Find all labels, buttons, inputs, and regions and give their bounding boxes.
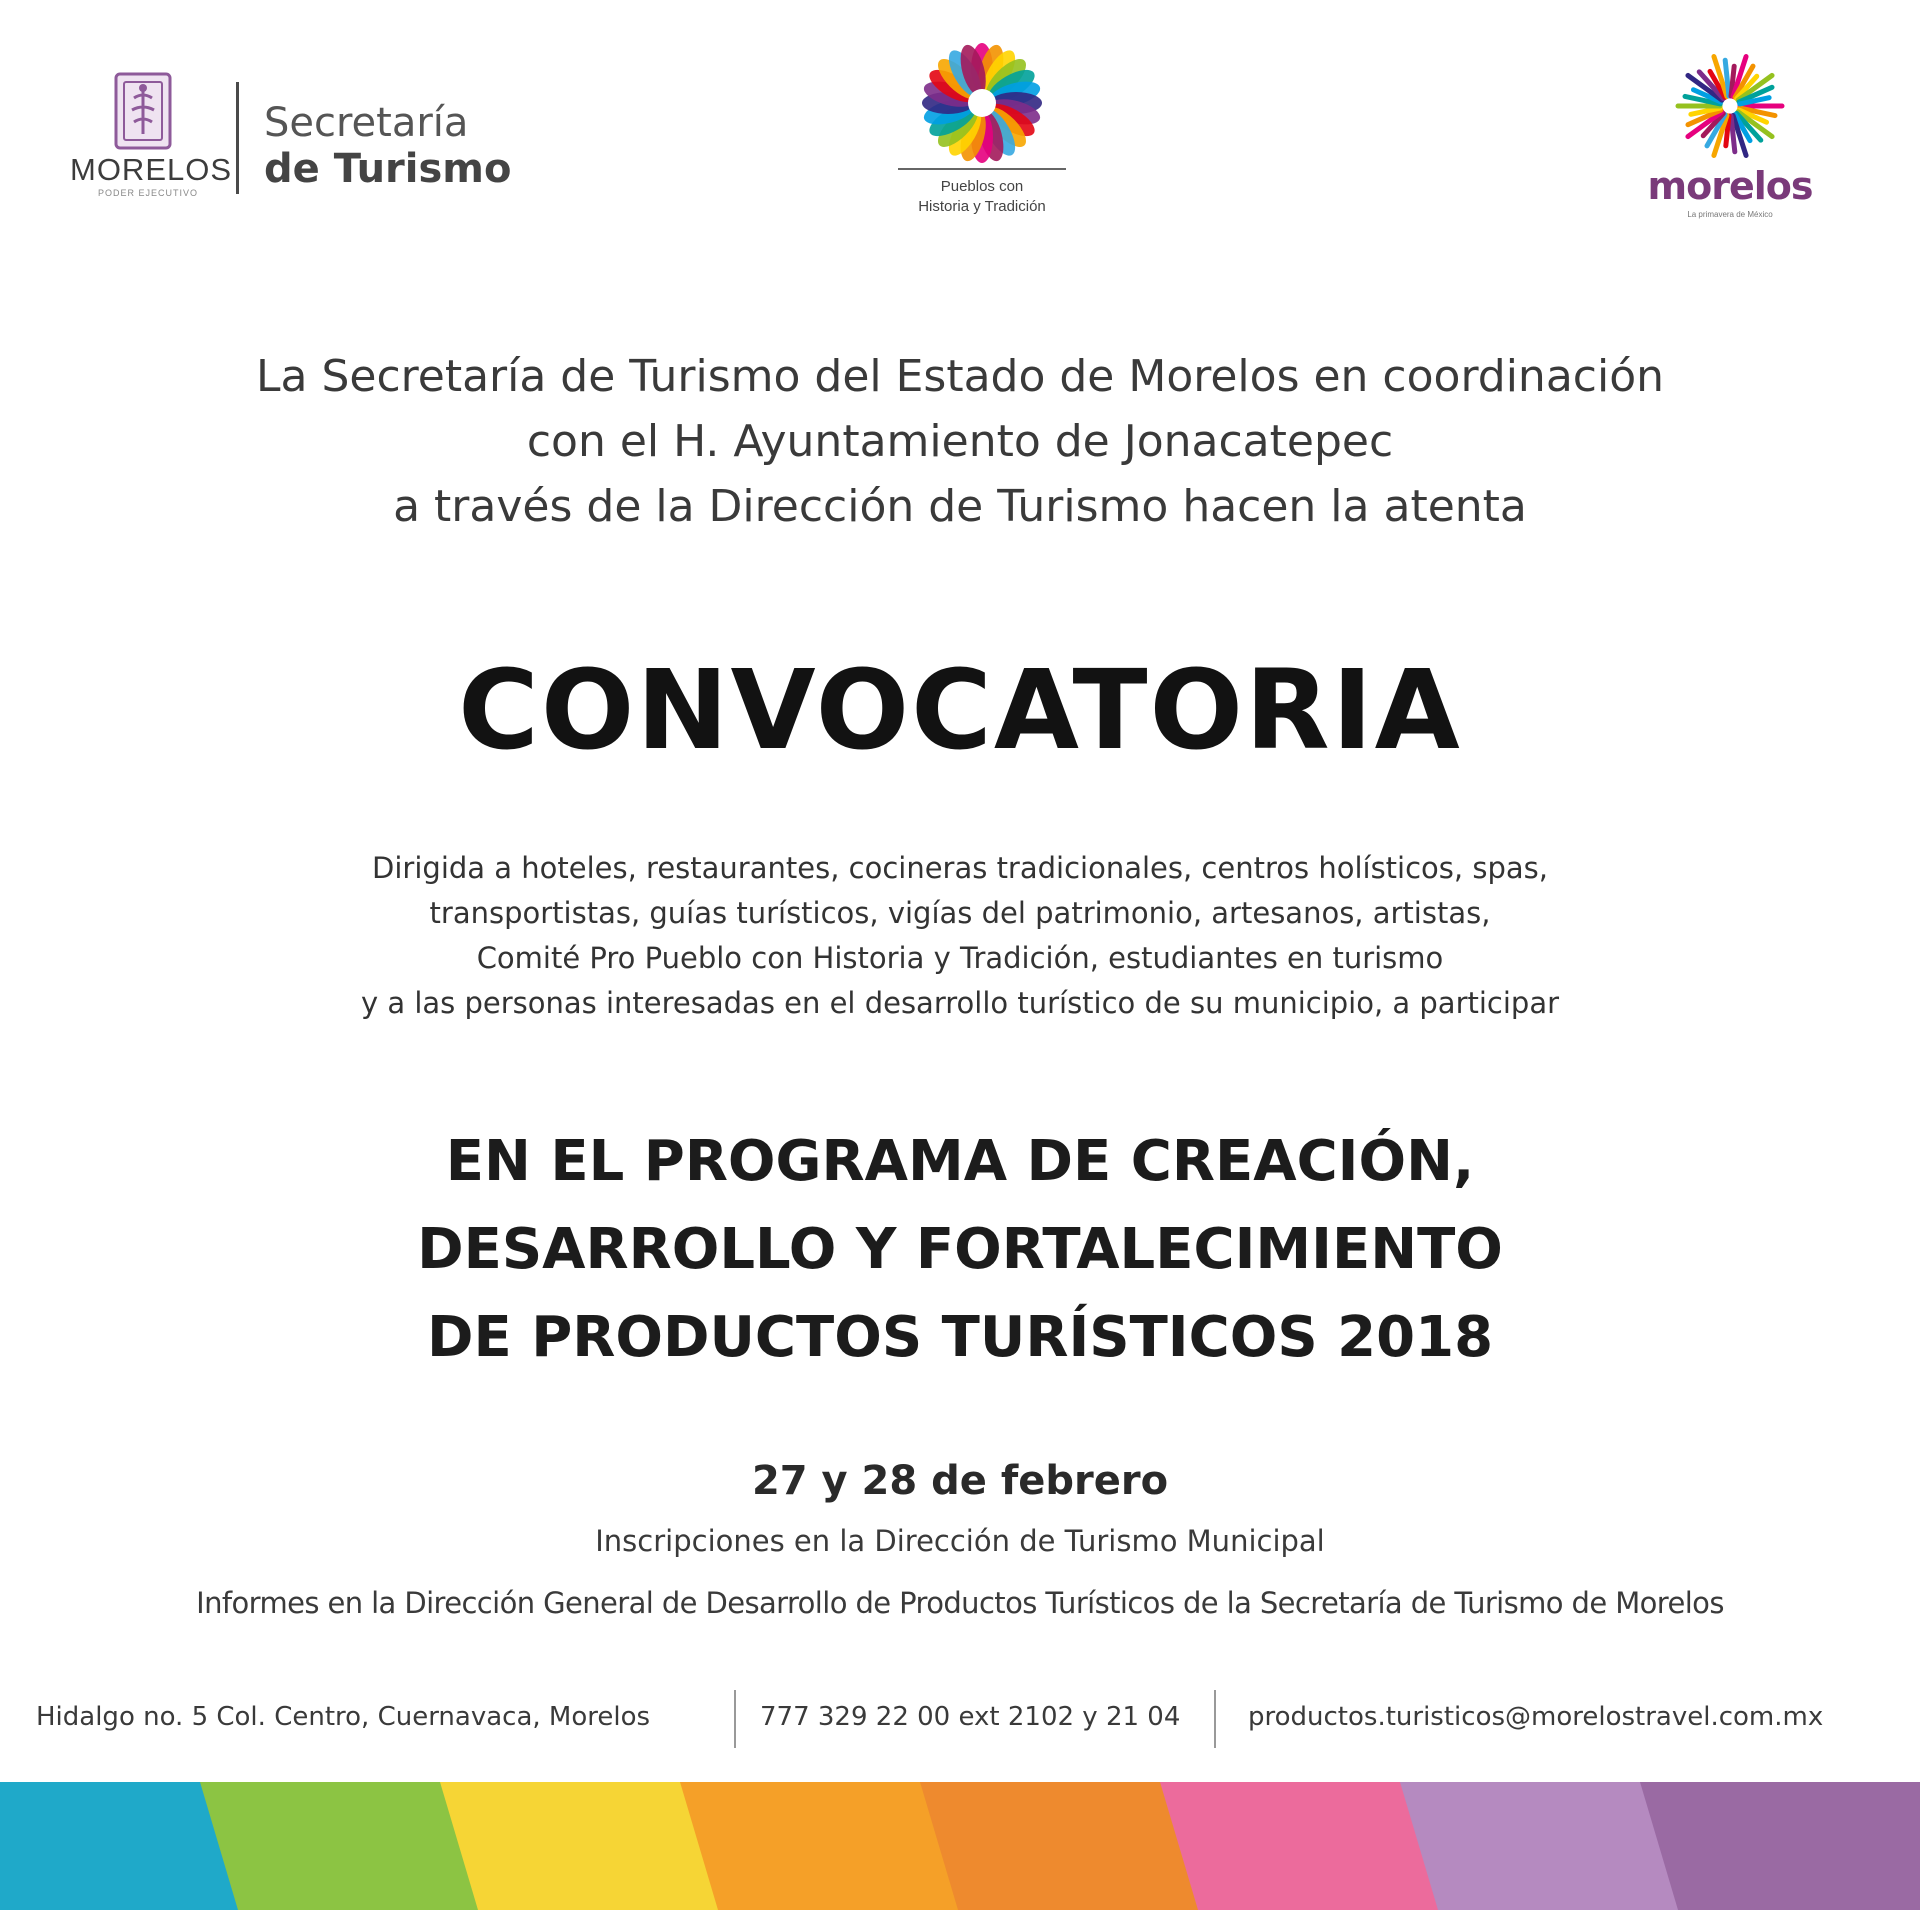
contact-phone[interactable]: 777 329 22 00 ext 2102 y 21 04 <box>760 1702 1181 1732</box>
morelos-brand-logo <box>1640 48 1820 228</box>
audience-line: Dirigida a hoteles, restaurantes, cocineras tradicionales, centros holísticos, spas, <box>372 851 1548 885</box>
contact-separator <box>734 1690 736 1748</box>
intro-line: La Secretaría de Turismo del Estado de Morelos en coordinación <box>255 351 1665 402</box>
flower-icon <box>919 40 1045 166</box>
color-band <box>0 1782 1920 1910</box>
state-name: MORELOS <box>70 152 233 187</box>
pueblos-historia-logo <box>894 40 1074 230</box>
state-tagline: PODER EJECUTIVO <box>97 188 198 198</box>
logo-divider <box>236 82 239 194</box>
secretaria-turismo-logo <box>70 72 510 202</box>
audience-line: Comité Pro Pueblo con Historia y Tradición, estudiantes en turismo <box>476 941 1444 975</box>
program-line: DESARROLLO Y FORTALECIMIENTO <box>417 1217 1503 1282</box>
intro-line: a través de la Dirección de Turismo hacen la atenta <box>393 481 1527 532</box>
information-note: Informes en la Dirección General de Desarrollo de Productos Turísticos de la Secretaría de Turismo de Morelos <box>196 1586 1724 1620</box>
audience-line: transportistas, guías turísticos, vigías del patrimonio, artesanos, artistas, <box>429 896 1491 930</box>
logo-rule <box>898 168 1066 170</box>
pueblos-line1: Pueblos con <box>940 178 1024 195</box>
dept-name-line2: de Turismo <box>264 146 512 192</box>
headline: CONVOCATORIA <box>458 646 1462 774</box>
contact-separator <box>1214 1690 1216 1748</box>
program-title <box>0 1118 1920 1382</box>
audience-paragraph <box>0 846 1920 1026</box>
intro-line: con el H. Ayuntamiento de Jonacatepec <box>526 416 1394 467</box>
contact-email[interactable]: productos.turisticos@morelostravel.com.mx <box>1248 1702 1824 1732</box>
starburst-icon <box>1672 48 1788 164</box>
program-line: DE PRODUCTOS TURÍSTICOS 2018 <box>426 1305 1494 1370</box>
dept-name-line1: Secretaría <box>264 100 469 146</box>
audience-line: y a las personas interesadas en el desarrollo turístico de su municipio, a participar <box>360 986 1560 1020</box>
pueblos-line2: Historia y Tradición <box>918 198 1046 215</box>
color-band-segment <box>1640 1782 1920 1910</box>
program-line: EN EL PROGRAMA DE CREACIÓN, <box>445 1129 1475 1194</box>
contact-row <box>0 1690 1920 1750</box>
event-dates: 27 y 28 de febrero <box>751 1458 1169 1504</box>
contact-address: Hidalgo no. 5 Col. Centro, Cuernavaca, Morelos <box>36 1702 651 1732</box>
flower-center <box>968 89 996 117</box>
morelos-crest-icon <box>112 72 174 152</box>
brand-tagline: La primavera de México <box>1687 210 1773 219</box>
brand-name: morelos <box>1647 164 1813 208</box>
registration-info: Inscripciones en la Dirección de Turismo Municipal <box>595 1524 1325 1558</box>
intro-paragraph <box>0 344 1920 539</box>
